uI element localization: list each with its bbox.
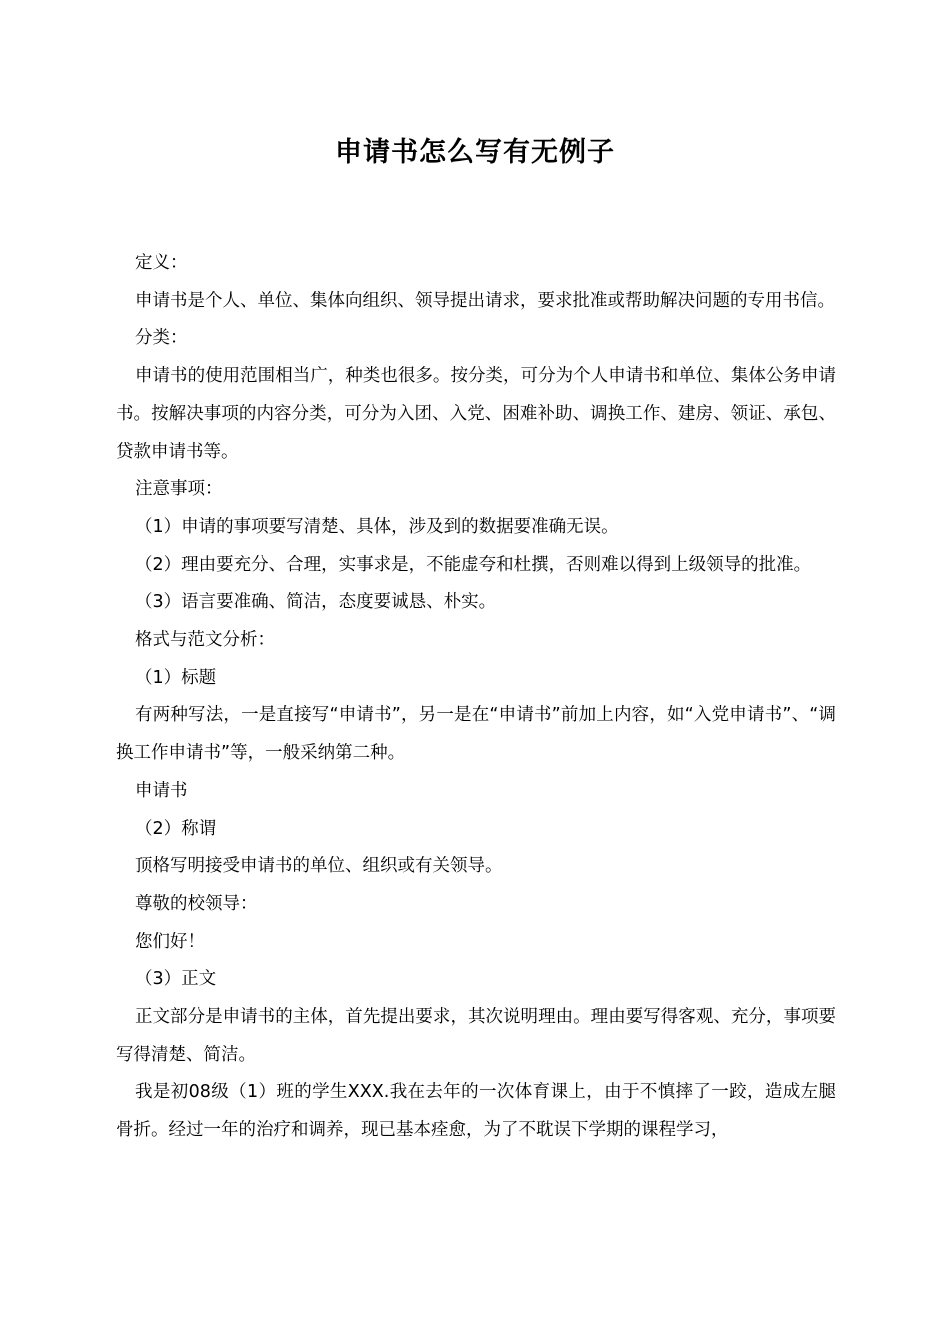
paragraph-title-example: 申请书 [135, 780, 188, 801]
paragraph-body-example: 我是初08级（1）班的学生XXX.我在去年的一次体育课上，由于不慎摔了一跤，造成左腿骨折。经过一年的治疗和调养，现已基本痊愈，为了不耽误下学期的课程学习， [116, 1082, 836, 1141]
paragraph-title-text: 有两种写法，一是直接写“申请书”，另一是在“申请书”前加上内容，如“入党申请书”、“调换工作申请书”等，一般采纳第二种。 [116, 705, 836, 764]
paragraph-format-heading: 格式与范文分析： [135, 630, 275, 651]
paragraph-section-title: （1）标题 [135, 667, 217, 688]
paragraph-notes-heading: 注意事项： [135, 479, 223, 500]
paragraph-section-salutation: （2）称谓 [135, 818, 217, 839]
paragraph-classification-text: 申请书的使用范围相当广，种类也很多。按分类，可分为个人申请书和单位、集体公务申请书。按解决事项的内容分类，可分为入团、入党、困难补助、调换工作、建房、领证、承包、贷款申请书等。 [116, 366, 836, 462]
paragraph-definition-heading: 定义： [135, 253, 188, 273]
paragraph-salutation-text: 顶格写明接受申请书的单位、组织或有关领导。 [135, 856, 503, 877]
paragraph-classification-heading: 分类： [135, 328, 188, 349]
document-title: 申请书怎么写有无例子 [335, 137, 615, 168]
paragraph-note-3: （3）语言要准确、简洁，态度要诚恳、朴实。 [135, 592, 497, 613]
paragraph-section-body: （3）正文 [135, 969, 217, 990]
paragraph-definition-text: 申请书是个人、单位、集体向组织、领导提出请求，要求批准或帮助解决问题的专用书信。 [135, 290, 835, 311]
paragraph-body-text: 正文部分是申请书的主体，首先提出要求，其次说明理由。理由要写得客观、充分，事项要写得清楚、简洁。 [116, 1007, 836, 1065]
paragraph-note-2: （2）理由要充分、合理，实事求是，不能虚夸和杜撰，否则难以得到上级领导的批准。 [135, 554, 812, 575]
paragraph-note-1: （1）申请的事项要写清楚、具体，涉及到的数据要准确无误。 [135, 516, 619, 537]
document-body [116, 245, 836, 1150]
paragraph-salutation-example: 尊敬的校领导： [135, 893, 258, 914]
paragraph-greeting-example: 您们好！ [135, 931, 205, 952]
